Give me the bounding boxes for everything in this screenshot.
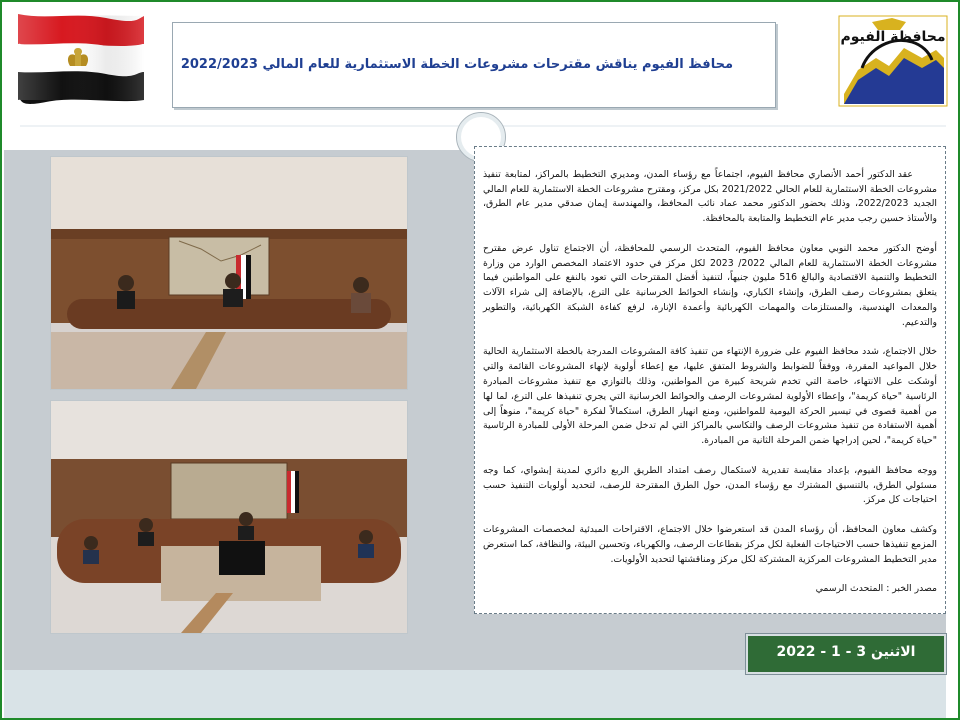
meeting-photo-top-art — [51, 157, 407, 389]
logo-text: محافظة الفيوم — [840, 29, 946, 45]
meeting-photo-bottom-art — [51, 401, 407, 633]
article-paragraph-4: ووجه محافظ الفيوم، بإعداد مقايسة تقديرية لاستكمال رصف امتداد الطريق الربع دائري لمدينة إبشواي، كما وجه مسئولي الطرق، بالتنسيق المشترك مع رؤساء المدن، حول الطرق المقترحة للرصف، لتحديد أولويات التنفيذ حسب احتياجات كل مركز. — [480, 464, 937, 506]
article-source: مصدر الخبر : المتحدث الرسمي — [815, 583, 937, 595]
title-box — [172, 22, 776, 108]
article-paragraph-1: عقد الدكتور أحمد الأنصاري محافظ الفيوم، اجتماعاً مع رؤساء المدن، ومديري التخطيط بالمراكز، لمتابعة تنفيذ مشروعات الخطة الاستثمارية للعام الحالي 2021/2022 بكل مركز، ومقترح مشروعات الخطة الاستثمارية للعام المالي الجديد 2022/2023، وذلك بحضور الدكتور محمد عماد نائب المحافظ، والمهندسة إيمان صدقي مدير عام الطرق، والأستاذ حسين رجب مدير عام التخطيط والمتابعة بالمحافظة. — [480, 168, 937, 225]
date-badge — [746, 634, 946, 674]
bottom-band — [4, 670, 946, 720]
meeting-photo-bottom — [50, 400, 408, 634]
meeting-photo-top — [50, 156, 408, 390]
article-paragraph-5: وكشف معاون المحافظ، أن رؤساء المدن قد استعرضوا خلال الاجتماع، الاقتراحات المبدئية لمخصصات المشروعات المزمع تنفيذها حسب الاحتياجات الفعلية لكل مركز بقطاعات الرصف، والكهرباء، وتحسين البيئة، والنظافة، كما استعرض مدير التخطيط المشروعات المركزية المشتركة لكل مركز ومناقشتها لتحديد الأولويات. — [480, 523, 937, 565]
egypt-flag-icon — [16, 12, 146, 104]
article-paragraph-2: أوضح الدكتور محمد النوبي معاون محافظ الفيوم، المتحدث الرسمي للمحافظة، أن الاجتماع تناول عرض مقترح مشروعات الخطة الاستثمارية للعام المالي 2022/ 2023 لكل مركز في حدود الاعتماد المخصص الوارد من وزارة التخطيط والتنمية الاقتصادية والبالغ 516 مليون جنيهاً، لتنفيذ أفضل المقترحات التي تعود بالنفع على المواطنين فيما يتعلق بمشروعات رصف الطرق، وإنشاء الكباري، وإنشاء الحوائط الخرسانية على الترع، بالإضافة إلى شراء الآلات والمعدات الهندسية، والمستلزمات والمهمات الكهربائية وأعمدة الإنارة، لرفع كفاءة الشبكة الكهربائية، والتطوير والتدعيم. — [480, 242, 937, 328]
article-paragraph-3: خلال الاجتماع، شدد محافظ الفيوم على ضرورة الإنتهاء من تنفيذ كافة المشروعات المدرجة بالخطة الاستثمارية الحالية خلال المواعيد المقررة، ووفقاً للضوابط والشروط المتفق عليها، مع إعطاء أولوية لإنهاء المشروعات القائمة والتي أوشكت على الانتهاء، خاصة التي تخدم شريحة كبيرة من المواطنين، وذلك بالتوازي مع تنفيذ مشروعات المبادرة الرئاسية "حياة كريمة"، وإعطاء الأولوية لمشروعات الرصف والحوائط الخرسانية التي يجري تنفيذها على الترع، لما لها من أهمية قصوى في تيسير الحركة اليومية للمواطنين، ومنع انهيار الطرق، استكمالاً لفكرة "حياة كريمة"، منوهاً إلى أهمية الاستفادة من تنفيذ مشروعات الرصف والتكاسي بالمراكز التي لم تدخل ضمن المرحلة الأولى للمبادرة الرئاسية "حياة كريمة"، لحين إدراجها ضمن المرحلة الثانية من المبادرة. — [480, 346, 937, 447]
fayoum-governorate-logo — [834, 8, 952, 112]
page-title: محافظ الفيوم يناقش مقترحات مشروعات الخطة الاستثمارية للعام المالي 2022/2023 — [180, 57, 733, 72]
article-box — [474, 146, 946, 614]
article-text — [480, 153, 937, 612]
date-text: الاثنين 3 - 1 - 2022 — [776, 644, 916, 660]
